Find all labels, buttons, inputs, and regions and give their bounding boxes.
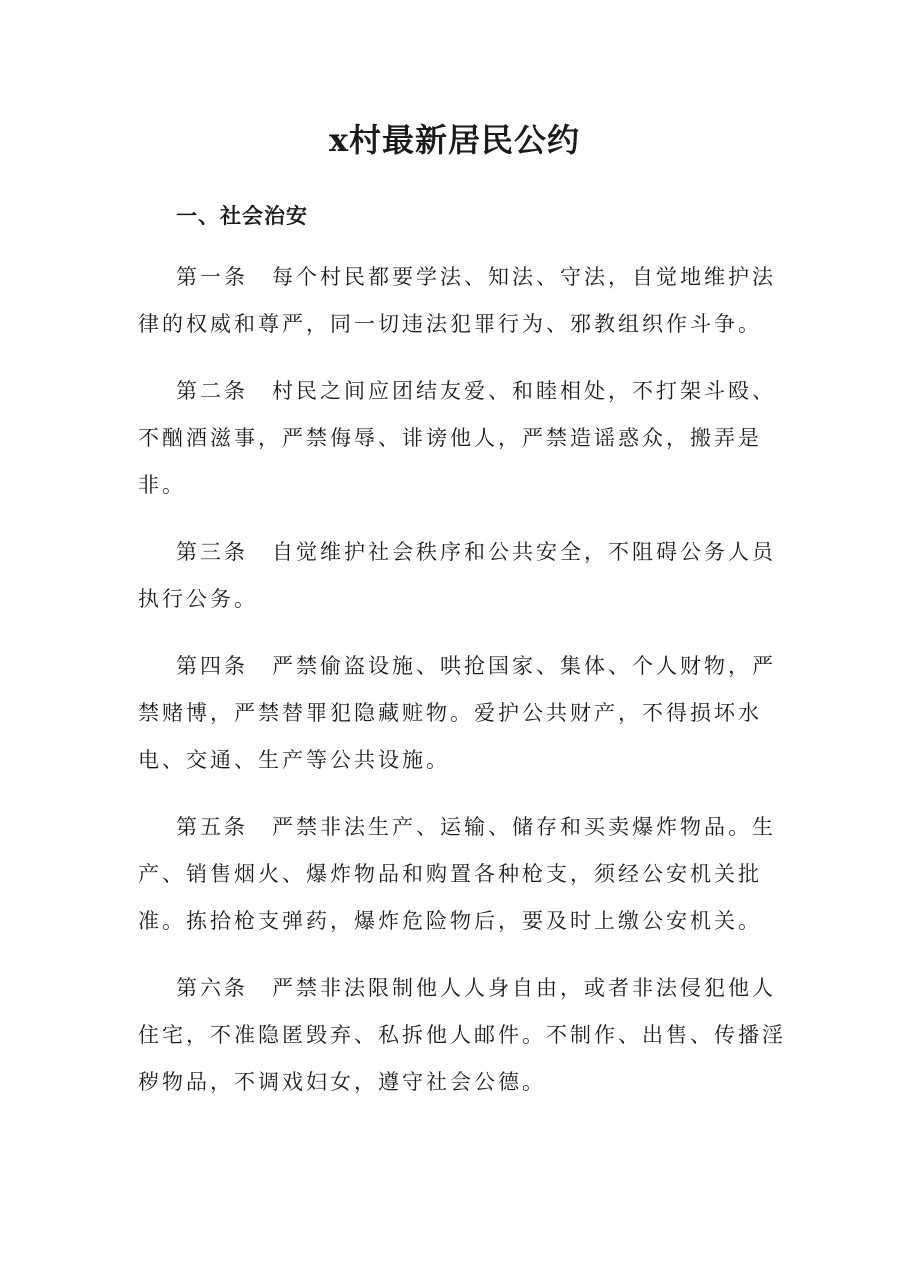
article-text: 每个村民都要学法、知法、守法，自觉地维护法律的权威和尊严，同一切违法犯罪行为、邪教组织作斗争。 [138,265,776,336]
document-title: x村最新居民公约 [328,121,581,159]
article-3 [138,529,788,623]
article-label: 第一条 [176,265,248,289]
article-text: 自觉维护社会秩序和公共安全，不阻碍公务人员执行公务。 [138,540,776,611]
article-1 [138,254,788,348]
article-text: 严禁非法限制他人人身自由，或者非法侵犯他人住宅，不准隐匿毁弃、私拆他人邮件。不制作、出售、传播淫秽物品，不调戏妇女，遵守社会公德。 [138,976,786,1094]
article-5 [138,804,788,945]
article-label: 第四条 [176,654,248,678]
article-text: 村民之间应团结友爱、和睦相处，不打架斗殴、不酗酒滋事，严禁侮辱、诽谤他人，严禁造谣惑众，搬弄是非。 [138,379,776,497]
article-text: 严禁偷盗设施、哄抢国家、集体、个人财物，严禁赌博，严禁替罪犯隐藏赃物。爱护公共财产，不得损坏水电、交通、生产等公共设施。 [138,654,776,772]
article-4 [138,643,788,784]
article-6 [138,965,788,1106]
article-label: 第三条 [176,540,248,564]
article-label: 第五条 [176,815,248,839]
section-heading: 一、社会治安 [176,203,308,228]
article-list [138,254,788,1126]
article-2 [138,368,788,509]
article-text: 严禁非法生产、运输、储存和买卖爆炸物品。生产、销售烟火、爆炸物品和购置各种枪支，须经公安机关批准。拣拾枪支弹药，爆炸危险物后，要及时上缴公安机关。 [138,815,776,933]
article-label: 第六条 [176,976,248,1000]
article-label: 第二条 [176,379,248,403]
